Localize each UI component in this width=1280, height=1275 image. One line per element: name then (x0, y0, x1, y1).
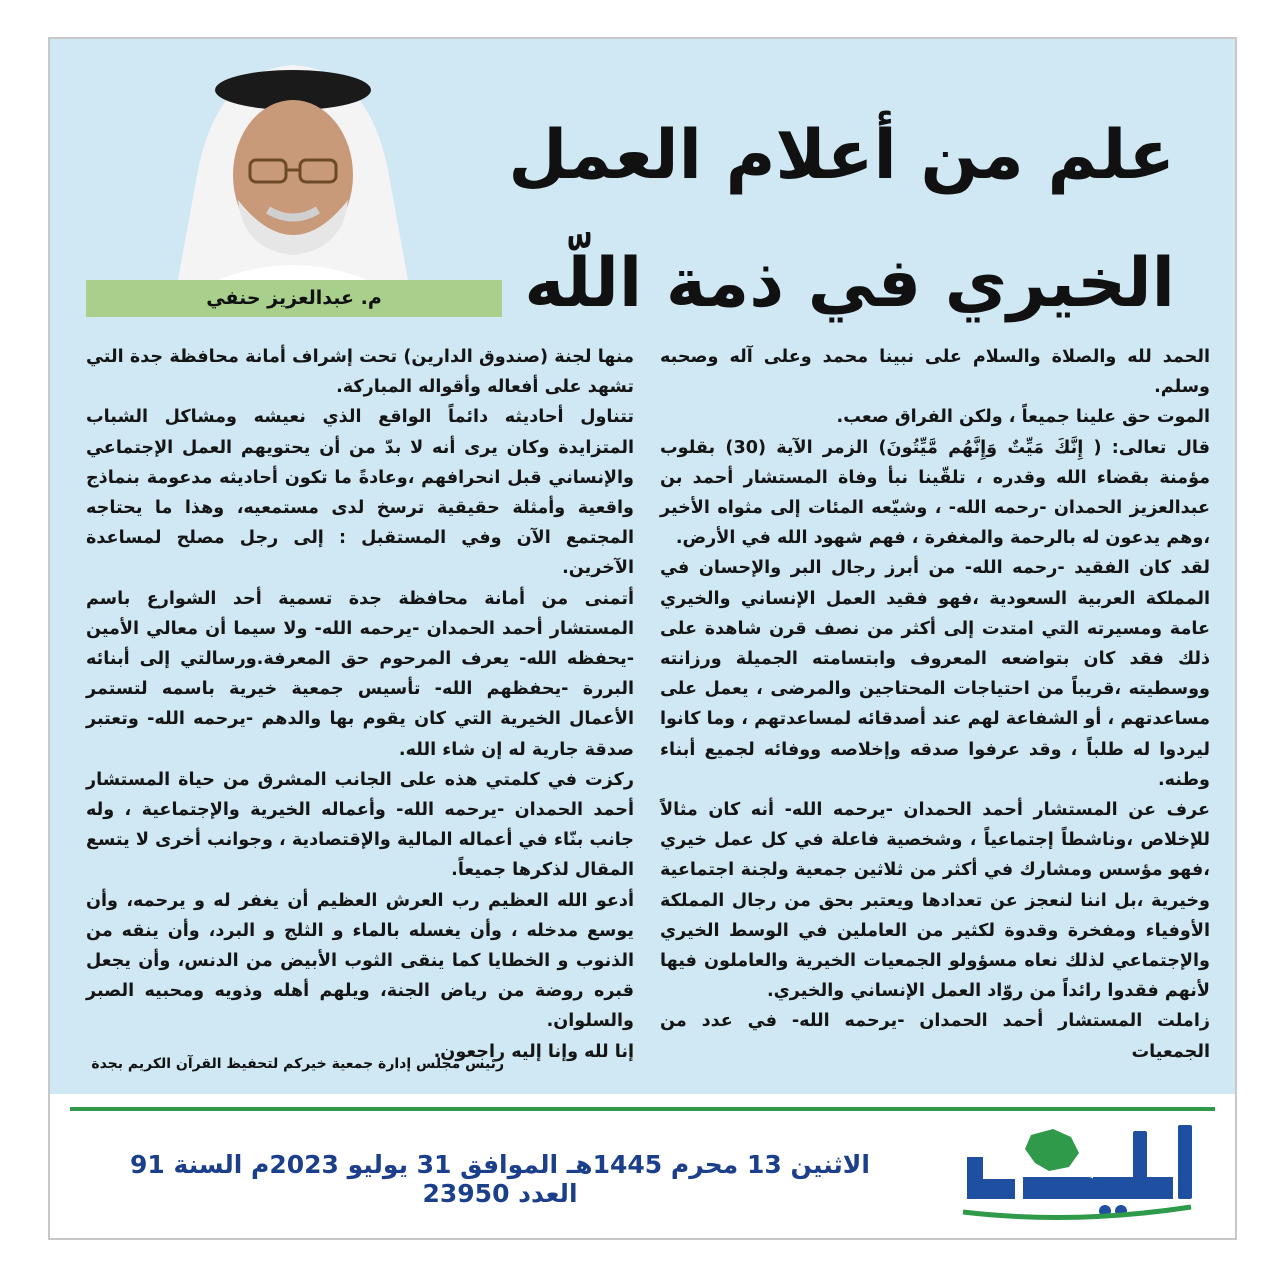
paragraph: منها لجنة (صندوق الدارين) تحت إشراف أمانة محافظة جدة التي تشهد على أفعاله وأقواله المباركة. (86, 347, 634, 398)
paragraph: إنا لله وإنا إليه راجعون. (433, 1041, 634, 1062)
newspaper-logo (953, 1117, 1201, 1230)
paragraph: ركزت في كلمتي هذه على الجانب المشرق من حياة المستشار أحمد الحمدان -يرحمه الله- وأعماله الخيرية والإجتماعية ، وله جانب بنّاء في أعماله المالية والإقتصادية ، وجوانب أخرى لا يتسع المقال لذكرها جميعاً. (86, 769, 634, 881)
paragraph: الحمد لله والصلاة والسلام على نبينا محمد وعلى آله وصحبه وسلم. (660, 347, 1210, 398)
paragraph: أدعو الله العظيم رب العرش العظيم أن يغفر له و يرحمه، وأن يوسع مدخله ، وأن يغسله بالماء و الثلج و البرد، وأن ينقه من الذنوب و الخطايا كما ينقى الثوب الأبيض من الدنس، وأن يجعل قبره روضة من رياض الجنة، ويلهم أهله وذويه ومحبيه الصبر والسلوان. (86, 890, 634, 1032)
paragraph: الموت حق علينا جميعاً ، ولكن الفراق صعب. (836, 407, 1210, 428)
paragraph: زاملت المستشار أحمد الحمدان -يرحمه الله- في عدد من الجمعيات (660, 1011, 1210, 1062)
paragraph: أتمنى من أمانة محافظة جدة تسمية أحد الشوارع باسم المستشار أحمد الحمدان -يرحمه الله- ولا سيما أن معالي الأمين -يحفظه الله- يعرف المرحوم حق المعرفة.ورسالتي إلى أبنائه البررة -يحفظهم الله- تأسيس جمعية خيرية باسمه لتستمر الأعمال الخيرية التي كان يقوم بها والدهم -يرحمه الله- وتعتبر صدقة جارية له إن شاء الله. (86, 588, 634, 760)
headline (475, 92, 1175, 348)
paragraph: لقد كان الفقيد -رحمه الله- من أبرز رجال البر والإحسان في المملكة العربية السعودية ،فهو فقيد العمل الإنساني والخيري عامة ومسيرته التي امتدت إلى أكثر من نصف قرن شاهدة على ذلك فقد كان بتواضعه المعروف وابتسامته الجميلة ورزانته ووسطيته ،قريباً من احتياجات المحتاجين والمرضى ، يعمل على مساعدتهم ، أو الشفاعة لهم عند أصدقائه لمساعدتهم ، وما كانوا ليردوا له طلباً ، وقد عرفوا صدقه وإخلاصه ووفائه لجميع أبناء وطنه. (660, 558, 1210, 790)
footer-divider (70, 1107, 1215, 1111)
headline-line-2: الخيري في ذمة اللّه (524, 244, 1175, 323)
paragraph: تتناول أحاديثه دائماً الواقع الذي نعيشه ومشاكل الشباب المتزايدة وكان يرى أنه لا بدّ من أن يحتويهم العمل الإجتماعي والإنساني قبل انحرافهم ،وعادةً ما تكون أحاديثه مدعومة بنماذج واقعية وأمثلة حقيقية ترسخ لدى مستمعيه، وهذا ما يحتاجه المجتمع الآن وفي المستقبل : إلى رجل مصلح لمساعدة الآخرين. (86, 407, 634, 579)
author-name: م. عبدالعزيز حنفي (206, 287, 382, 309)
headline-line-1: علم من أعلام العمل (508, 116, 1175, 195)
author-signature: رئيس مجلس إدارة جمعية خيركم لتحفيظ القرآن الكريم بجدة (91, 1056, 504, 1072)
author-name-bar (86, 280, 502, 317)
paragraph: قال تعالى: ( إِنَّكَ مَيِّتٌ وَإِنَّهُم مَّيِّتُونَ) الزمر الآية (30) بقلوب مؤمنة بقضاء الله وقدره ، تلقّينا نبأ وفاة المستشار أحمد بن عبدالعزيز الحمدان -رحمه الله- ، وشيّعه المئات إلى مثواه الأخير ،وهم يدعون له بالرحمة والمغفرة ، فهم شهود الله في الأرض. (660, 437, 1211, 549)
article-column-right (660, 342, 1210, 1067)
issue-dateline: الاثنين 13 محرم 1445هـ الموافق 31 يوليو 2023م السنة 91 العدد 23950 (130, 1150, 870, 1208)
paragraph: عرف عن المستشار أحمد الحمدان -يرحمه الله- أنه كان مثالاً للإخلاص ،وناشطاً إجتماعياً ، وشخصية فاعلة في كل عمل خيري ،فهو مؤسس ومشارك في أكثر من ثلاثين جمعية ولجنة اجتماعية وخيرية ،بل اننا لنعجز عن تعدادها ويعتبر بحق من رجال المملكة الأوفياء ومفخرة وقدوة لكثير من العاملين في الوسط الخيري والإجتماعي لذلك نعاه مسؤولو الجمعيات الخيرية والعاملون فيها لأنهم فقدوا رائداً من روّاد العمل الإنساني والخيري. (660, 800, 1210, 1002)
author-portrait (158, 50, 428, 280)
article-column-left (86, 342, 634, 1067)
